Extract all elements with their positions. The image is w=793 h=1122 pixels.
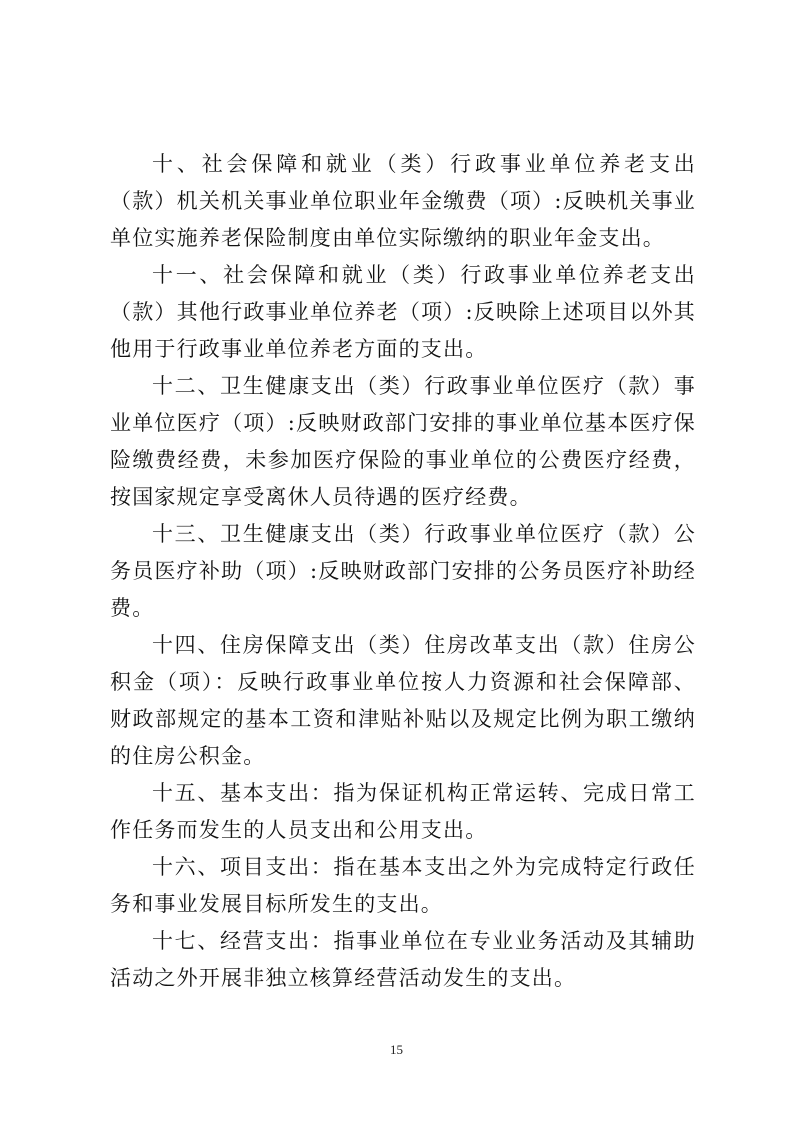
page-number: 15 — [390, 1042, 403, 1057]
paragraph-item-13: 十三、卫生健康支出（类）行政事业单位医疗（款）公务员医疗补助（项）:反映财政部门安排的公务员医疗补助经费。 — [110, 522, 696, 620]
paragraph-item-12: 十二、卫生健康支出（类）行政事业单位医疗（款）事业单位医疗（项）:反映财政部门安排的事业单位基本医疗保险缴费经费，未参加医疗保险的事业单位的公费医疗经费，按国家规定享受离休人员待遇的医疗经费。 — [110, 374, 696, 509]
document-body — [110, 146, 696, 997]
paragraph-item-11: 十一、社会保障和就业（类）行政事业单位养老支出（款）其他行政事业单位养老（项）:反映除上述项目以外其他用于行政事业单位养老方面的支出。 — [110, 263, 696, 361]
paragraph-item-16: 十六、项目支出：指在基本支出之外为完成特定行政任务和事业发展目标所发生的支出。 — [110, 855, 696, 916]
paragraph-item-17: 十七、经营支出：指事业单位在专业业务活动及其辅助活动之外开展非独立核算经营活动发生的支出。 — [110, 929, 696, 990]
paragraph-item-10: 十、社会保障和就业（类）行政事业单位养老支出（款）机关机关事业单位职业年金缴费（项）:反映机关事业单位实施养老保险制度由单位实际缴纳的职业年金支出。 — [110, 152, 696, 250]
paragraph-item-14: 十四、住房保障支出（类）住房改革支出（款）住房公积金（项）：反映行政事业单位按人力资源和社会保障部、财政部规定的基本工资和津贴补贴以及规定比例为职工缴纳的住房公积金。 — [110, 633, 696, 768]
paragraph-item-15: 十五、基本支出：指为保证机构正常运转、完成日常工作任务而发生的人员支出和公用支出。 — [110, 781, 696, 842]
